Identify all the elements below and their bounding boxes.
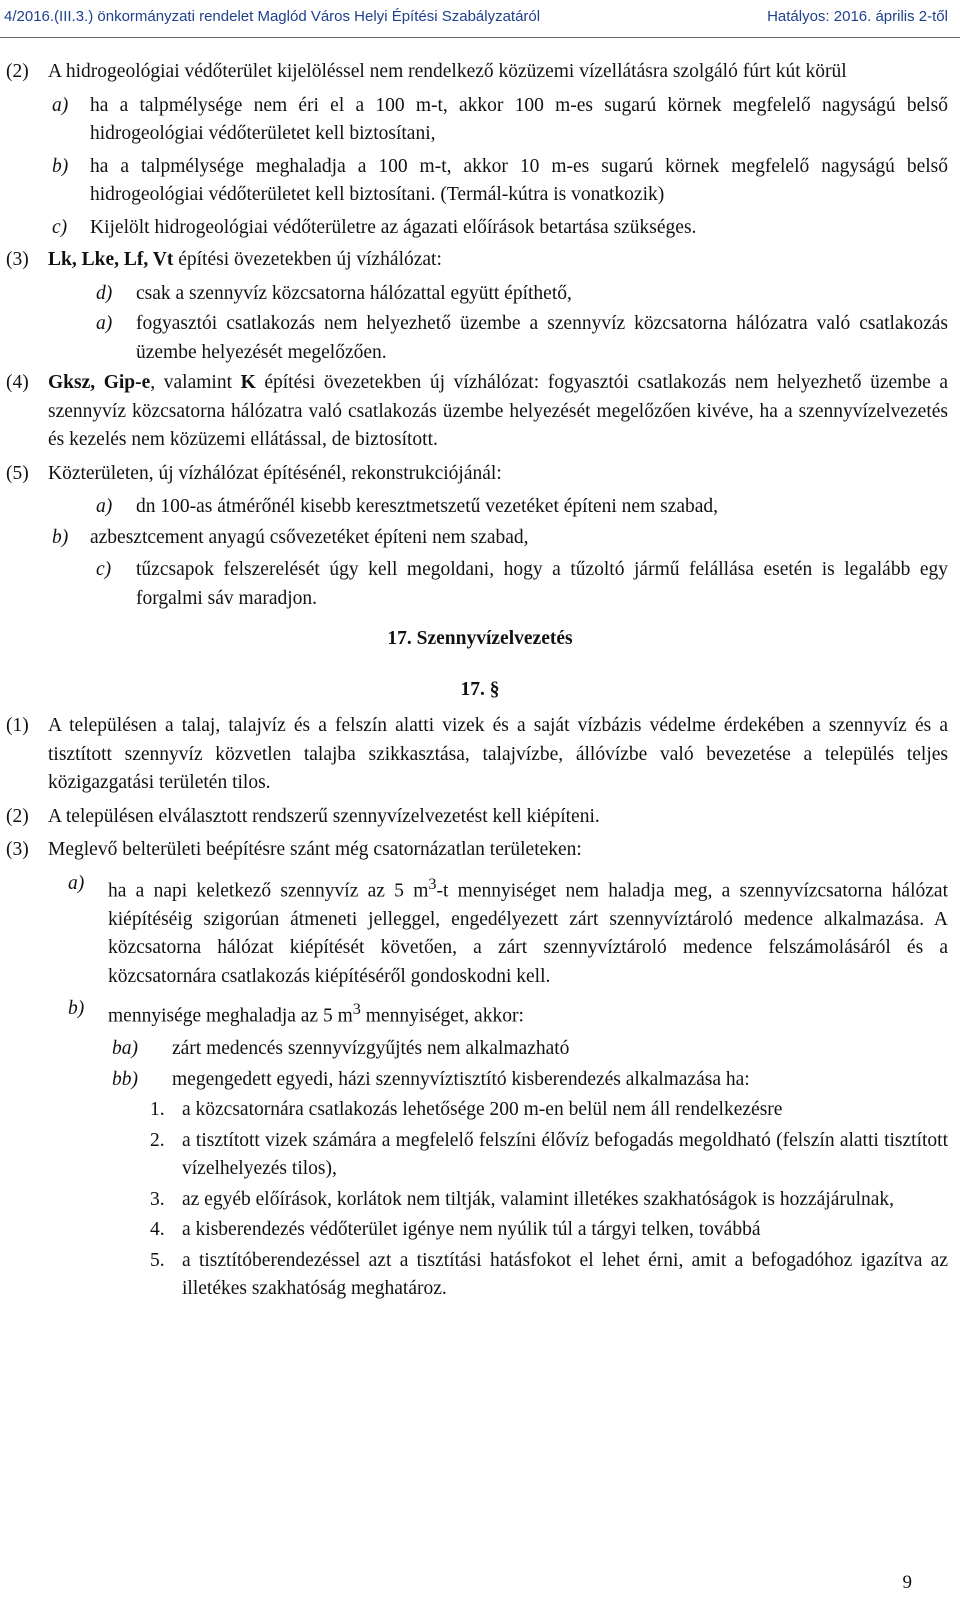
paragraph-text: építési övezetekben új vízhálózat: xyxy=(173,249,442,270)
item-label: b) xyxy=(52,526,69,548)
list-item xyxy=(0,1096,960,1125)
paragraph-number: (3) xyxy=(6,249,29,270)
item-text: azbesztcement anyagú csővezetéket építeni nem szabad, xyxy=(90,526,529,548)
item-text: -t mennyiséget nem haladja meg, a szennyvízcsatorna hálózat kiépítéséig szigorúan átmeneti jelleggel, engedélyezett zárt szennyvíztároló medence alkalmazása. A közcsatorna hálózat kiépítését követően, a zárt szennyvíztároló medence felszámolásáról és a közcsatornára csatlakozás kiépítéséről gondoskodni kell. xyxy=(108,880,948,987)
item-label: bb) xyxy=(112,1068,138,1090)
list-item xyxy=(0,556,960,613)
item-text: Kijelölt hidrogeológiai védőterületre az ágazati előírások betartása szükséges. xyxy=(90,216,697,238)
list-item xyxy=(0,870,960,992)
item-text: megengedett egyedi, házi szennyvíztisztító kisberendezés alkalmazása ha: xyxy=(172,1068,750,1090)
list-item xyxy=(0,214,960,243)
list-item xyxy=(0,1066,960,1095)
item-label: 5. xyxy=(150,1249,165,1271)
paragraph-text: Meglevő belterületi beépítésre szánt még csatornázatlan területeken: xyxy=(48,839,582,860)
list-item xyxy=(0,493,960,522)
paragraph-text: Közterületen, új vízhálózat építésénél, rekonstrukciójánál: xyxy=(48,462,502,484)
item-label: 2. xyxy=(150,1129,165,1151)
item-label: 1. xyxy=(150,1099,165,1120)
list-item xyxy=(0,1127,960,1184)
paragraph-text: A településen elválasztott rendszerű szennyvízelvezetést kell kiépíteni. xyxy=(48,805,600,827)
item-text: ha a talpmélysége nem éri el a 100 m-t, akkor 100 m-es sugarú körnek megfelelő nagyságú belső hidrogeológiai védőterületet kell biztosítani, xyxy=(90,94,948,144)
list-item xyxy=(0,1247,960,1304)
paragraph-text: építési övezetekben új vízhálózat: fogyasztói csatlakozás nem helyezhető üzembe a szennyvíz közcsatorna hálózatra való csatlakozás üzembe helyezését megelőzően kivéve, ha a szennyvízelvezetés és kezelés nem közüzemi ellátással, de biztosított. xyxy=(48,372,948,450)
item-text: tűzcsapok felszerelését úgy kell megoldani, hogy a tűzoltó jármű felállása esetén is legalább egy forgalmi sáv maradjon. xyxy=(136,559,948,609)
paragraph-3 xyxy=(0,246,960,275)
item-text: fogyasztói csatlakozás nem helyezhető üzembe a szennyvíz közcsatorna hálózatra való csatlakozás üzembe helyezését megelőzően. xyxy=(136,313,948,363)
item-text: a közcsatornára csatlakozás lehetősége 200 m-en belül nem áll rendelkezésre xyxy=(182,1099,783,1120)
zone-code: K xyxy=(240,372,256,393)
item-text: zárt medencés szennyvízgyűjtés nem alkalmazható xyxy=(172,1038,570,1059)
item-text: a kisberendezés védőterület igénye nem nyúlik túl a tárgyi telken, továbbá xyxy=(182,1219,761,1240)
item-text: az egyéb előírások, korlátok nem tiltják, valamint illetékes szakhatóságok is hozzájárulnak, xyxy=(182,1188,895,1210)
paragraph-17-1 xyxy=(0,712,960,798)
item-label: 4. xyxy=(150,1219,165,1240)
paragraph-number: (2) xyxy=(6,805,29,827)
paragraph-number: (5) xyxy=(6,462,29,484)
paragraph-number: (4) xyxy=(6,372,29,393)
page-number: 9 xyxy=(902,1572,912,1593)
list-item xyxy=(0,1186,960,1215)
list-item xyxy=(0,524,960,553)
item-label: a) xyxy=(68,872,85,894)
item-label: a) xyxy=(52,94,69,116)
list-item xyxy=(0,310,960,367)
list-item xyxy=(0,995,960,1031)
list-item xyxy=(0,280,960,309)
item-text: a tisztítóberendezéssel azt a tisztítási hatásfokot el lehet érni, amit a befogadóhoz igazítva az illetékes szakhatóság meghatároz. xyxy=(182,1249,948,1299)
paragraph-text: A településen a talaj, talajvíz és a felszín alatti vizek és a saját vízbázis védelme érdekében a szennyvíz és a tisztított szennyvíz közvetlen talajba szikkasztása, talajvízbe, állóvízbe való bevezetése a település teljes közigazgatási területén tilos. xyxy=(48,715,948,793)
list-item xyxy=(0,1216,960,1245)
list-item xyxy=(0,153,960,210)
header-validity: Hatályos: 2016. április 2-től xyxy=(767,8,948,25)
section-number: 17. § xyxy=(460,678,500,700)
paragraph-number: (3) xyxy=(6,839,29,860)
zone-codes: Lk, Lke, Lf, Vt xyxy=(48,249,174,270)
item-text: mennyisége meghaladja az 5 m xyxy=(108,1005,353,1027)
item-text: ha a talpmélysége meghaladja a 100 m-t, akkor 10 m-es sugarú körnek megfelelő nagyságú belső hidrogeológiai védőterületet kell biztosítani. (Termál-kútra is vonatkozik) xyxy=(90,155,948,205)
paragraph-number: (1) xyxy=(6,715,29,736)
paragraph-2 xyxy=(0,58,960,87)
item-text: dn 100-as átmérőnél kisebb keresztmetszetű vezetéket építeni nem szabad, xyxy=(136,496,719,517)
item-text: csak a szennyvíz közcsatorna hálózattal együtt építhető, xyxy=(136,282,572,304)
superscript: 3 xyxy=(428,874,437,893)
paragraph-17-2 xyxy=(0,803,960,832)
list-item xyxy=(0,92,960,149)
item-label: a) xyxy=(96,496,113,517)
item-label: b) xyxy=(52,155,69,177)
zone-codes: Gksz, Gip-e xyxy=(48,372,151,393)
paragraph-text: A hidrogeológiai védőterület kijelöléssel nem rendelkező közüzemi vízellátásra szolgáló fúrt kút körül xyxy=(48,61,847,82)
superscript: 3 xyxy=(352,1000,361,1018)
item-label: 3. xyxy=(150,1188,165,1210)
paragraph-4 xyxy=(0,369,960,455)
item-text: ha a napi keletkező szennyvíz az 5 m xyxy=(108,880,429,901)
item-text: a tisztított vizek számára a megfelelő felszíni élővíz befogadás megoldható (felszín alatti tisztított vízelhelyezés tilos), xyxy=(182,1129,948,1179)
item-label: b) xyxy=(68,998,85,1019)
item-label: a) xyxy=(96,313,113,334)
paragraph-17-3 xyxy=(0,836,960,865)
section-title: 17. Szennyvízelvezetés xyxy=(387,628,573,649)
item-label: c) xyxy=(96,559,112,580)
item-label: d) xyxy=(96,282,113,304)
paragraph-text: , valamint xyxy=(150,372,241,393)
item-label: c) xyxy=(52,216,68,238)
item-text: mennyiséget, akkor: xyxy=(360,1005,524,1027)
header-title: 4/2016.(III.3.) önkormányzati rendelet Maglód Város Helyi Építési Szabályzatáról xyxy=(4,8,541,25)
paragraph-5 xyxy=(0,460,960,489)
item-label: ba) xyxy=(112,1038,138,1059)
list-item xyxy=(0,1035,960,1064)
paragraph-number: (2) xyxy=(6,61,29,82)
document-body xyxy=(0,58,960,1306)
page-header xyxy=(0,0,960,38)
